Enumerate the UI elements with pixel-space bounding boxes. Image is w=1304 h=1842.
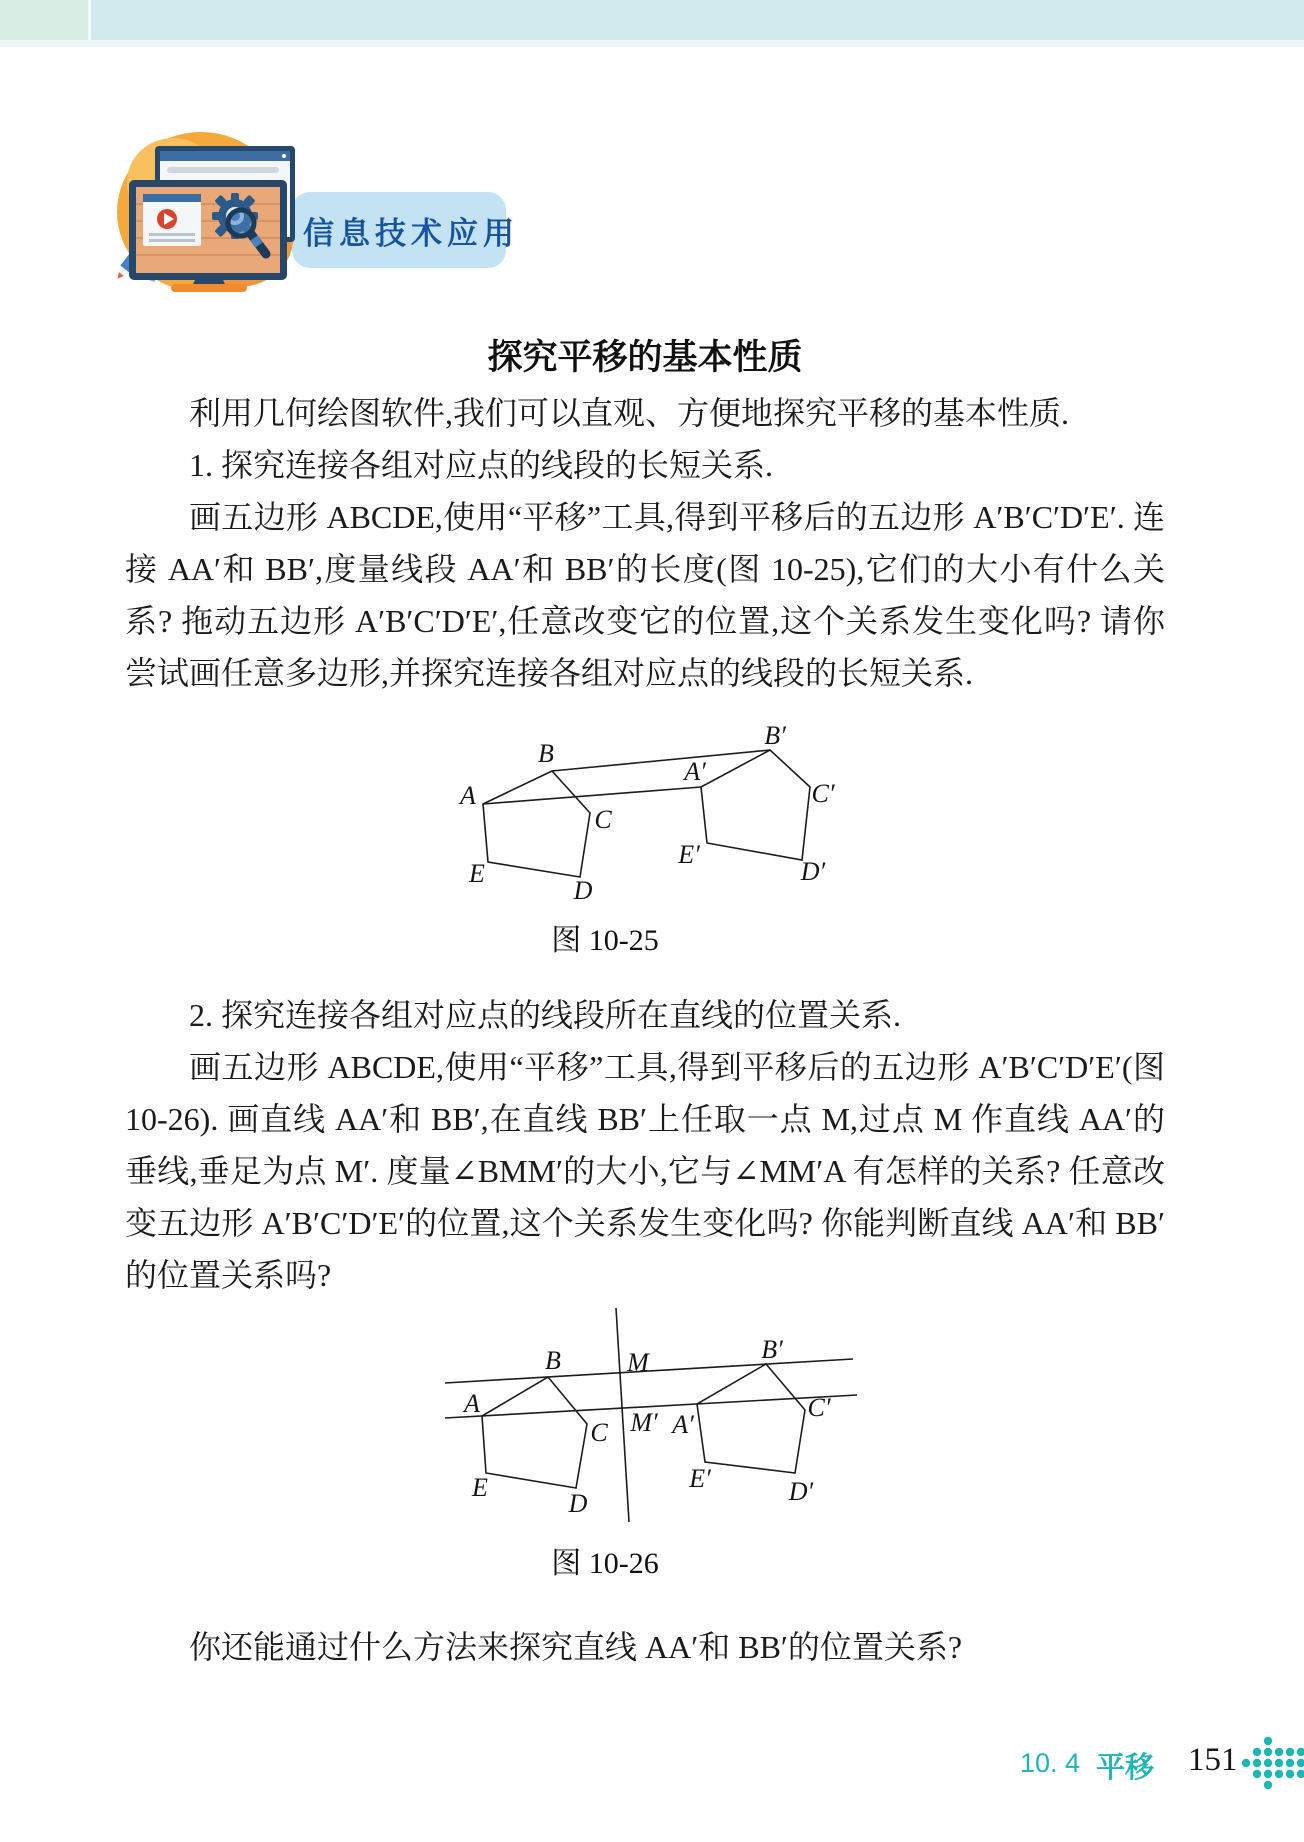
- vertex-label: C′: [811, 779, 835, 808]
- page-title: 探究平移的基本性质: [487, 338, 803, 377]
- perpendicular-line-MM1: [616, 1308, 629, 1522]
- vertex-label: D: [573, 876, 593, 905]
- vertex-label: D′: [788, 1477, 814, 1506]
- vertex-label: D′: [800, 857, 826, 886]
- footer-section-title: 平移: [1096, 1752, 1155, 1784]
- figure-10-25: [375, 695, 835, 905]
- section-badge: [292, 192, 519, 268]
- vertex-label: A′: [672, 1410, 694, 1439]
- vertex-label: A′: [684, 757, 706, 786]
- vertex-label: E: [472, 1473, 488, 1502]
- vertex-label: B: [545, 1346, 561, 1375]
- point-label-M: M: [627, 1348, 649, 1377]
- pentagon-ABCDE: [482, 1377, 587, 1488]
- top-strip-left-block: [0, 0, 88, 40]
- segment-AA1: [483, 787, 701, 804]
- page-footer: [1000, 1740, 1304, 1800]
- list-item-1: 1. 探究连接各组对应点的线段的长短关系.: [189, 447, 774, 483]
- pentagon-ABCDE: [483, 771, 590, 877]
- vertex-label: D: [568, 1489, 588, 1518]
- vertex-label: B′: [764, 721, 786, 750]
- paragraph-step1: 画五边形 ABCDE,使用“平移”工具,得到平移后的五边形 A′B′C′D′E′. 连接 AA′和 BB′,度量线段 AA′和 BB′的长度(图 10-25),它们的大小有什么关系? 拖动五边形 A′B′C′D′E′,任意改变它的位置,这个关系发生变化吗? 请你尝试画任意多边形,并探究连接各组对应点的线段的长短关系.: [125, 499, 1165, 691]
- top-strip-divider: [88, 0, 91, 40]
- section-badge-label: 信息技术应用: [303, 215, 519, 251]
- vertex-label: B: [538, 739, 554, 768]
- pentagon-A1B1C1D1E1: [701, 750, 810, 860]
- figure-10-26: [375, 1295, 875, 1535]
- footer-section-number: 10. 4: [1020, 1748, 1081, 1778]
- video-card-icon: [143, 194, 201, 246]
- vertex-label: E′: [689, 1464, 711, 1493]
- dot-pattern-icon: [1236, 1734, 1304, 1797]
- vertex-label: C′: [807, 1393, 831, 1422]
- monitor-screen-icon: [129, 180, 287, 280]
- footer-page-number: 151: [1188, 1742, 1238, 1778]
- vertex-label: E: [469, 859, 485, 888]
- figure-10-26-caption: 图 10-26: [551, 1547, 659, 1580]
- paragraph-question: 你还能通过什么方法来探究直线 AA′和 BB′的位置关系?: [189, 1629, 963, 1665]
- paragraph-intro: 利用几何绘图软件,我们可以直观、方便地探究平移的基本性质.: [189, 395, 1070, 431]
- point-label-M1: M′: [630, 1408, 658, 1437]
- tech-illustration: [103, 124, 308, 297]
- vertex-label: A: [464, 1389, 480, 1418]
- vertex-label: C: [590, 1418, 608, 1447]
- list-item-2: 2. 探究连接各组对应点的线段所在直线的位置关系.: [189, 997, 902, 1033]
- pentagon-A1B1C1D1E1: [697, 1364, 805, 1473]
- top-color-strip: [0, 0, 1304, 40]
- vertex-label: E′: [678, 840, 700, 869]
- vertex-label: B′: [761, 1335, 783, 1364]
- figure-10-25-caption: 图 10-25: [551, 924, 659, 957]
- vertex-label: A: [460, 781, 476, 810]
- vertex-label: C: [594, 805, 612, 834]
- paragraph-step2: 画五边形 ABCDE,使用“平移”工具,得到平移后的五边形 A′B′C′D′E′(图 10-26). 画直线 AA′和 BB′,在直线 BB′上任取一点 M,过点 M 作直线 AA′的垂线,垂足为点 M′. 度量∠BMM′的大小,它与∠MM′A 有怎样的关系? 任意改变五边形 A′B′C′D′E′的位置,这个关系发生变化吗? 你能判断直线 AA′和 BB′的位置关系吗?: [125, 1049, 1165, 1293]
- top-strip-shadow: [0, 40, 1304, 47]
